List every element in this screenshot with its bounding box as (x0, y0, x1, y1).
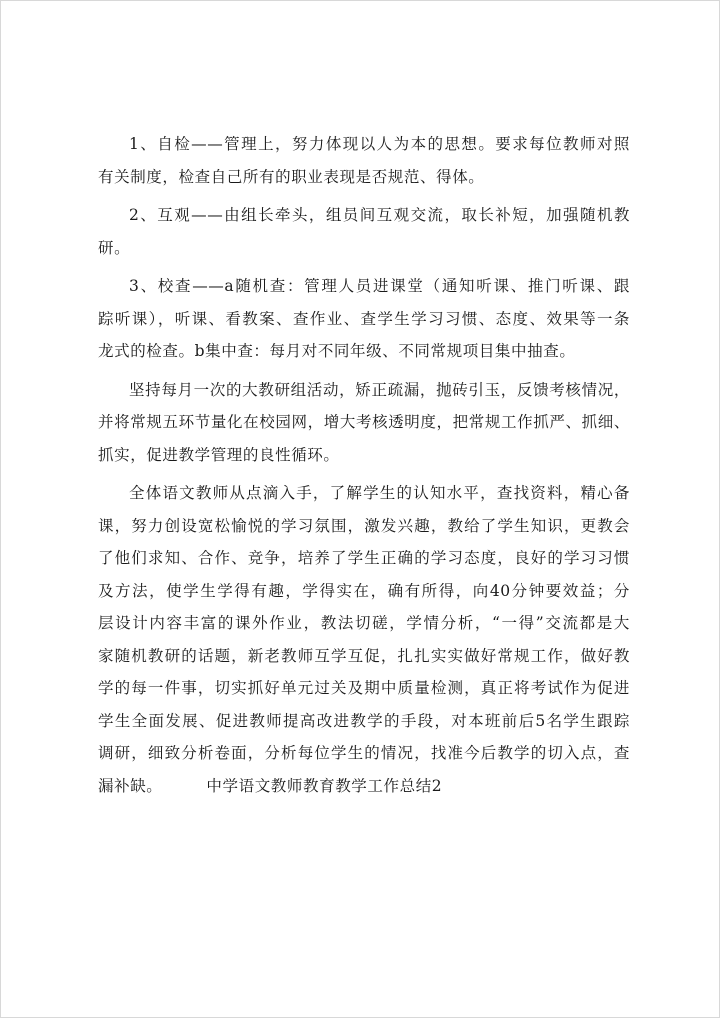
text-line: 1、自检——管理上，努力体现以人为本的思想。要求每位教师对照 (129, 135, 630, 153)
paragraph-school-check (98, 270, 630, 368)
text-line: 龙式的检查。b集中查：每月对不同年级、不同常规项目集中抽查。 (98, 342, 576, 360)
text-line: 及方法，使学生学得有趣，学得实在，确有所得，向40分钟要效益；分 (98, 581, 630, 600)
text-line: 抓实，促进教学管理的良性循环。 (98, 445, 340, 464)
text-line: 了他们求知、合作、竞争，培养了学生正确的学习态度，良好的学习习惯 (98, 549, 630, 567)
paragraph-self-check (98, 128, 630, 193)
text-line: 全体语文教师从点滴入手，了解学生的认知水平，查找资料，精心备 (129, 484, 630, 502)
paragraph-teaching-research (98, 374, 630, 472)
document-body (98, 128, 630, 802)
text-line: 层设计内容丰富的课外作业，教法切磋，学情分析，“一得”交流都是大 (98, 614, 630, 632)
paragraph-mutual-observation (98, 199, 630, 264)
text-line: 3、校查——a随机查：管理人员进课堂（通知听课、推门听课、跟 (129, 277, 630, 295)
text-line: 调研，细致分析卷面，分析每位学生的情况，找准今后教学的切入点，查 (98, 744, 630, 762)
text-line: 学生全面发展、促进教师提高改进教学的手段，对本班前后5名学生跟踪 (98, 711, 630, 730)
text-line: 并将常规五环节量化在校园网，增大考核透明度，把常规工作抓严、抓细、 (98, 413, 630, 431)
text-line-final (98, 770, 630, 803)
text-line: 研。 (98, 238, 131, 257)
paragraph-chinese-teachers (98, 477, 630, 802)
text-line: 有关制度，检查自己所有的职业表现是否规范、得体。 (98, 167, 485, 186)
text-tail: 漏补缺。 (98, 776, 163, 795)
text-line: 踪听课），听课、看教案、查作业、查学生学习习惯、态度、效果等一条 (98, 309, 630, 328)
next-section-title: 中学语文教师教育教学工作总结2 (206, 776, 443, 795)
text-line: 课，努力创设宽松愉悦的学习氛围，激发兴趣，教给了学生知识，更教会 (98, 516, 630, 535)
text-line: 2、互观——由组长牵头，组员间互观交流，取长补短，加强随机教 (129, 206, 630, 224)
text-line: 家随机教研的话题，新老教师互学互促，扎扎实实做好常规工作，做好教 (98, 646, 630, 665)
text-line: 学的每一件事，切实抓好单元过关及期中质量检测，真正将考试作为促进 (98, 679, 630, 697)
text-line: 坚持每月一次的大教研组活动，矫正疏漏，抛砖引玉，反馈考核情况， (129, 380, 630, 399)
